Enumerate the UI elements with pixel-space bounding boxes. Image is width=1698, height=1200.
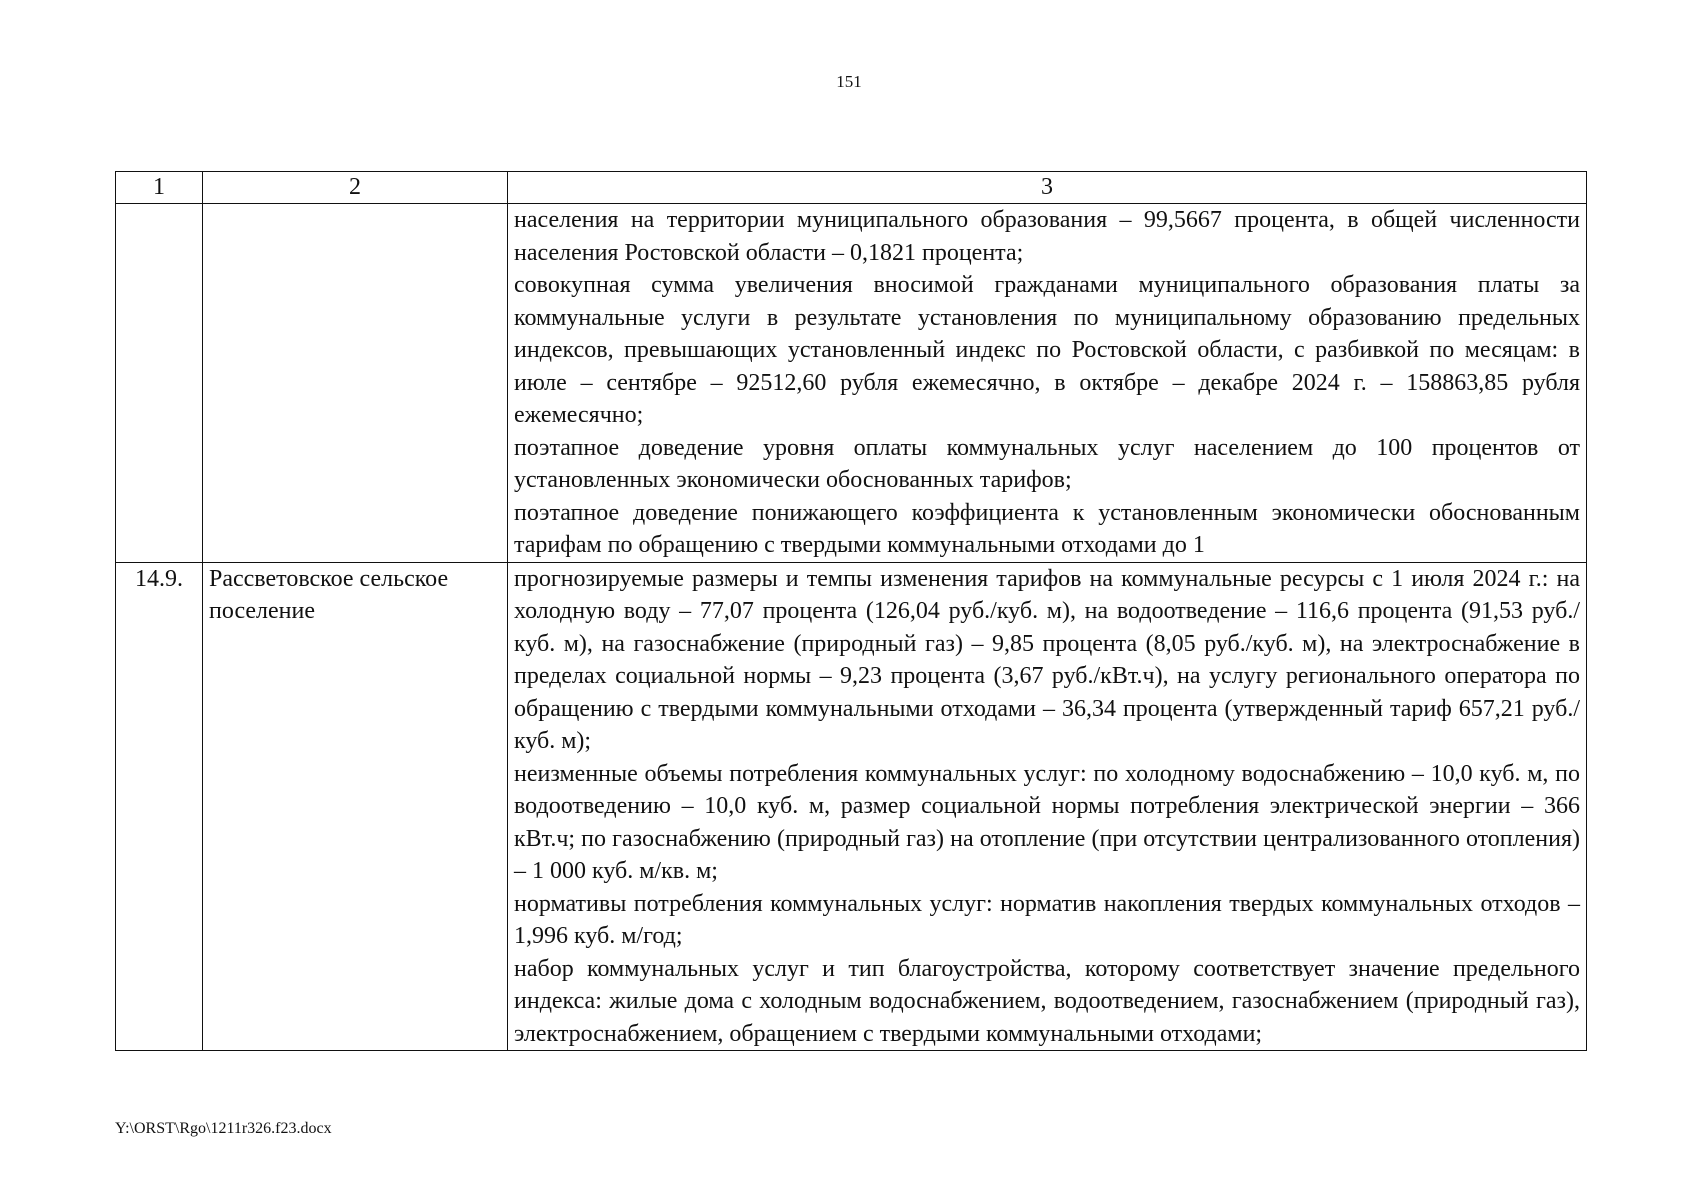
municipality-name-cell <box>203 204 508 563</box>
description-cell <box>508 204 1587 563</box>
municipality-name-cell: Рассветовское сельское поселение <box>203 562 508 1051</box>
description-paragraph: поэтапное доведение уровня оплаты коммунальных услуг населением до 100 процентов от установленных экономически обоснованных тарифов; <box>514 434 1580 493</box>
description-paragraph: совокупная сумма увеличения вносимой гражданами муниципального образования платы за коммунальные услуги в результате установления по муниципальному образованию предельных индексов, превышающих установленный индекс по Ростовской области, с разбивкой по месяцам: в июле – сентябре – 92512,60 рубля ежемесячно, в октябре – декабре 2024 г. – 158863,85 рубля ежемесячно; <box>514 272 1580 428</box>
document-table <box>115 171 1587 1051</box>
description-paragraph: неизменные объемы потребления коммунальных услуг: по холодному водоснабжению – 10,0 куб. м, по водоотведению – 10,0 куб. м, размер социальной нормы потребления электрической энергии – 366 кВт.ч; по газоснабжению (природный газ) на отопление (при отсутствии централизованного отопления) – 1 000 куб. м/кв. м; <box>514 760 1580 884</box>
row-number-cell: 14.9. <box>116 562 203 1051</box>
header-cell-2: 2 <box>203 172 508 204</box>
table-row <box>116 562 1587 1051</box>
header-cell-1: 1 <box>116 172 203 204</box>
table-header-row <box>116 172 1587 204</box>
description-paragraph: набор коммунальных услуг и тип благоустройства, которому соответствует значение предельного индекса: жилые дома с холодным водоснабжением, водоотведением, газоснабжением (природный газ), электроснабжением, обращением с твердыми коммунальными отходами; <box>514 955 1580 1047</box>
row-number-cell <box>116 204 203 563</box>
description-paragraph: населения на территории муниципального образования – 99,5667 процента, в общей численности населения Ростовской области – 0,1821 процента; <box>514 207 1580 266</box>
description-paragraph: нормативы потребления коммунальных услуг: норматив накопления твердых коммунальных отходов – 1,996 куб. м/год; <box>514 890 1580 949</box>
header-cell-3: 3 <box>508 172 1587 204</box>
table-row <box>116 204 1587 563</box>
page-number: 151 <box>836 72 862 91</box>
description-cell <box>508 562 1587 1051</box>
file-path-footer: Y:\ORST\Rgo\1211r326.f23.docx <box>115 1120 332 1137</box>
description-paragraph: прогнозируемые размеры и темпы изменения тарифов на коммунальные ресурсы с 1 июля 2024 г.: на холодную воду – 77,07 процента (126,04 руб./куб. м), на водоотведение – 116,6 процента (91,53 руб./куб. м), на газоснабжение (природный газ) – 9,85 процента (8,05 руб./куб. м), на электроснабжение в пределах социальной нормы – 9,23 процента (3,67 руб./кВт.ч), на услугу регионального оператора по обращению с твердыми коммунальными отходами – 36,34 процента (утвержденный тариф 657,21 руб./куб. м); <box>514 565 1580 754</box>
description-paragraph: поэтапное доведение понижающего коэффициента к установленным экономически обоснованным тарифам по обращению с твердыми коммунальными отходами до 1 <box>514 499 1580 558</box>
